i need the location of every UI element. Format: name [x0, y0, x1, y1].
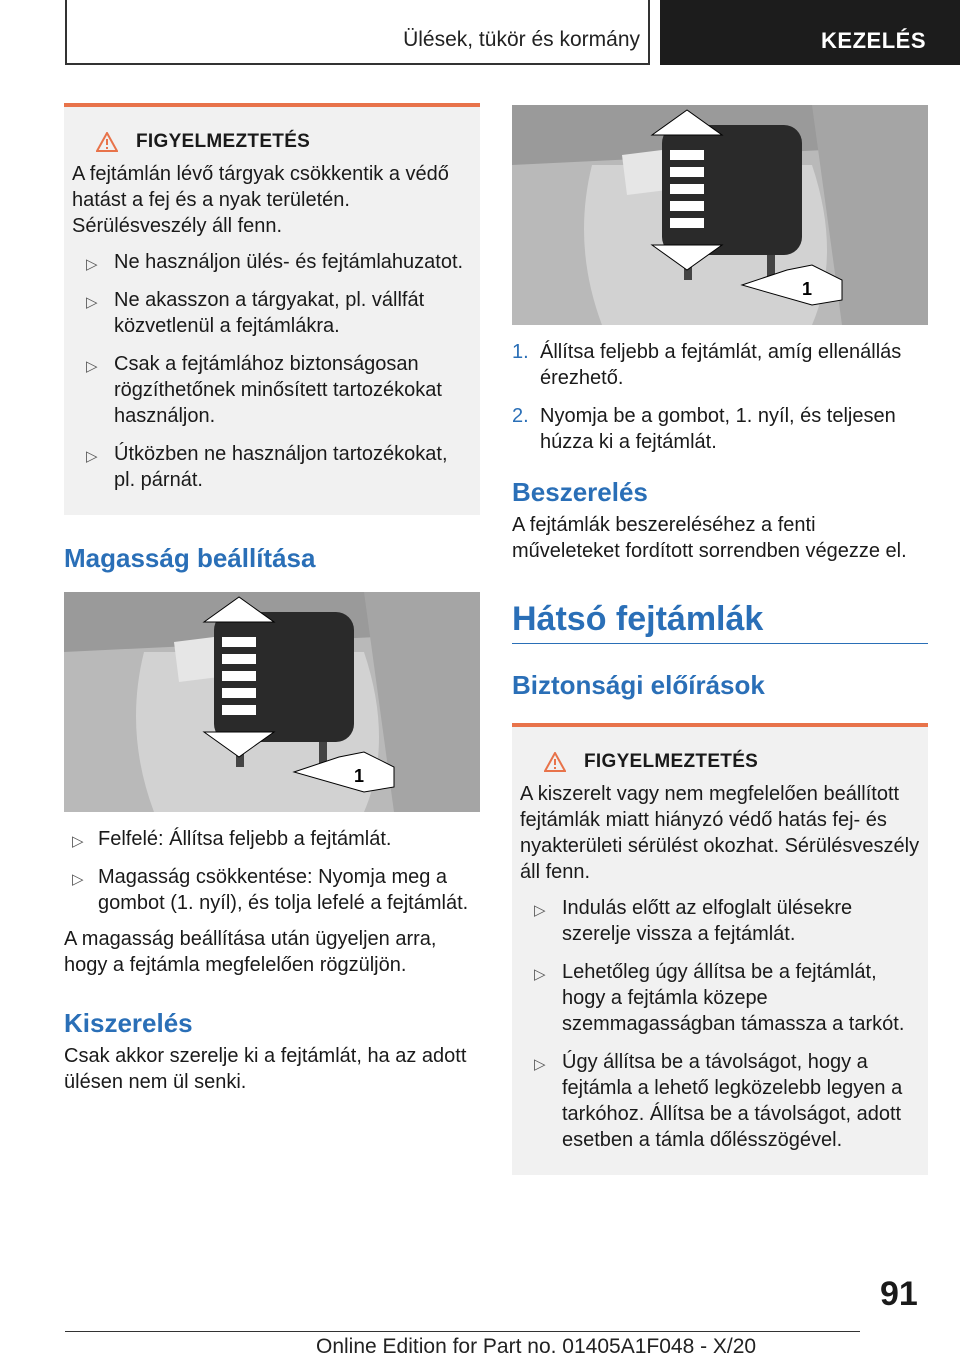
warning-text: A kiszerelt vagy nem megfelelően beállított fejtámlák miatt hiányzó védő hatás fej- és nyakterületi sérülést okozhat. Sérülésveszély áll fenn. — [520, 783, 920, 883]
removal-heading: Kiszerelés — [64, 1008, 193, 1038]
headrest-illustration — [512, 105, 928, 325]
warning-list — [520, 895, 920, 1153]
list-item: ▷ Lehetőleg úgy állítsa be a fejtámlát, hogy a fejtámla közepe szemmagasságban támassza a tarkót. — [534, 961, 905, 1035]
removal-steps — [512, 339, 928, 455]
triangle-right-icon: ▷ — [72, 871, 84, 888]
step-text: Nyomja be a gombot, 1. nyíl, és teljesen húzza ki a fejtámlát. — [540, 405, 896, 453]
warning-triangle-icon — [96, 132, 118, 152]
warning-title: FIGYELMEZTETÉS — [136, 131, 311, 152]
page-number: 91 — [880, 1275, 918, 1313]
right-column — [512, 105, 928, 1175]
warning-box — [64, 103, 480, 515]
image-callout-label: 1 — [802, 279, 813, 299]
header-rule-left — [65, 0, 67, 64]
footer-rule — [65, 1331, 860, 1332]
rear-headrests-heading: Hátsó fejtámlák — [512, 600, 928, 644]
chapter-tab — [660, 0, 960, 65]
headrest-removal-image — [512, 105, 928, 325]
step-text: Állítsa feljebb a fejtámlát, amíg ellenállás érezhető. — [540, 341, 902, 389]
warning-triangle-icon — [544, 752, 566, 772]
list-item — [512, 403, 928, 455]
triangle-right-icon: ▷ — [72, 833, 84, 850]
list-item — [512, 339, 928, 391]
triangle-right-icon: ▷ — [86, 448, 98, 465]
triangle-right-icon: ▷ — [86, 256, 98, 273]
left-column — [64, 103, 480, 1095]
warning-header — [544, 751, 920, 773]
removal-text: Csak akkor szerelje ki a fejtámlát, ha az adott ülésen nem ül senki. — [64, 1045, 467, 1093]
section-title: Ülések, tükör és kormány — [403, 28, 640, 51]
triangle-right-icon: ▷ — [86, 294, 98, 311]
edition-footer: Online Edition for Part no. 01405A1F048 - X/20 — [316, 1335, 757, 1358]
safety-heading: Biztonsági előírások — [512, 670, 765, 700]
height-note: A magasság beállítása után ügyeljen arra, hogy a fejtámla megfelelően rögzüljön. — [64, 928, 437, 976]
list-item: ▷ Ne használjon ülés- és fejtámlahuzatot. — [72, 249, 472, 275]
triangle-right-icon: ▷ — [534, 966, 546, 983]
triangle-right-icon: ▷ — [534, 1056, 546, 1073]
list-item: ▷ Magasság csökkentése: Nyomja meg a gombot (1. nyíl), és tolja lefelé a fejtámlát. — [72, 866, 469, 914]
header-rule-bottom — [65, 63, 650, 65]
headrest-illustration — [64, 592, 480, 812]
warning-box — [512, 723, 928, 1175]
height-list — [64, 826, 480, 916]
warning-list — [72, 249, 472, 493]
list-item: ▷ Indulás előtt az elfoglalt ülésekre szerelje vissza a fejtámlát. — [534, 897, 853, 945]
triangle-right-icon: ▷ — [534, 902, 546, 919]
chapter-tab-label: KEZELÉS — [821, 28, 926, 53]
list-item: ▷ Ne akasszon a tárgyakat, pl. vállfát közvetlenül a fejtámlákra. — [86, 289, 425, 337]
header-rule-right — [648, 0, 650, 64]
headrest-height-image — [64, 592, 480, 812]
image-callout-label: 1 — [354, 766, 365, 786]
list-item: ▷ Útközben ne használjon tartozékokat, pl. párnát. — [86, 443, 448, 491]
warning-header — [96, 131, 472, 153]
warning-title: FIGYELMEZTETÉS — [584, 751, 759, 772]
install-text: A fejtámlák beszereléséhez a fenti műveleteket fordított sorrendben végezze el. — [512, 514, 907, 562]
triangle-right-icon: ▷ — [86, 358, 98, 375]
warning-text: A fejtámlán lévő tárgyak csökkentik a védő hatást a fej és a nyak területén. Sérülésveszély áll fenn. — [72, 163, 449, 237]
install-heading: Beszerelés — [512, 477, 648, 507]
list-item: ▷ Úgy állítsa be a távolságot, hogy a fejtámla a lehető legközelebb legyen a tarkóhoz. Állítsa be a távolságot, adott esetben a támla dőlésszögével. — [534, 1051, 903, 1151]
list-item: ▷ Csak a fejtámlához biztonságosan rögzíthetőnek minősített tartozékokat használjon. — [86, 353, 442, 427]
height-heading: Magasság beállítása — [64, 543, 316, 573]
list-item: ▷ Felfelé: Állítsa feljebb a fejtámlát. — [64, 826, 480, 852]
step-number: 2. — [512, 405, 529, 427]
step-number: 1. — [512, 341, 529, 363]
